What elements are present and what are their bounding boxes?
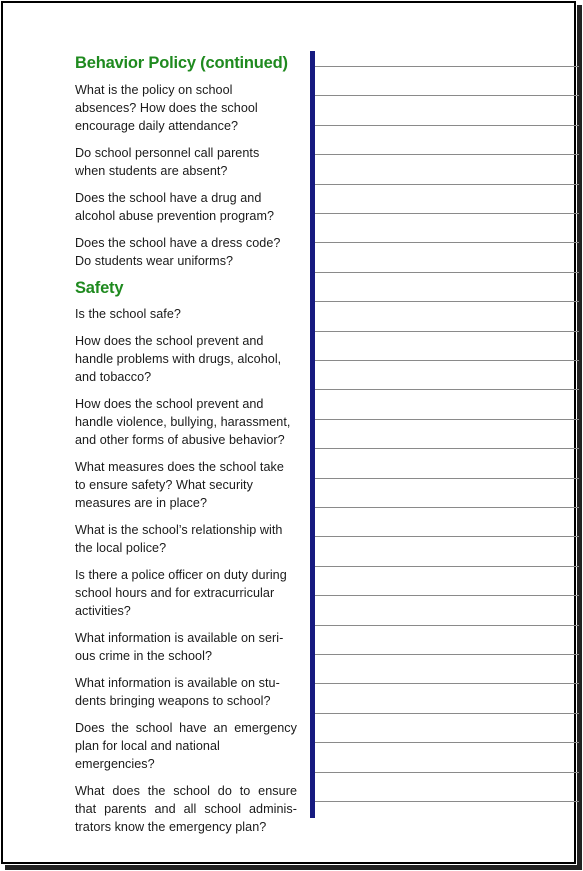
- question-drug-program: Does the school have a drug and alcohol abuse prevention program?: [75, 191, 275, 224]
- note-line: [315, 448, 579, 449]
- question-absences: What is the policy on school absences? How does the school encourage daily attendance?: [75, 83, 258, 134]
- question-emergency-plan: Does the school have an emergency plan for local and national emergencies?: [75, 720, 297, 772]
- question-know-plan: What does the school do to ensure that parents and all school adminis- trators know the emergency plan?: [75, 783, 297, 835]
- question-drugs-alcohol: How does the school prevent and handle problems with drugs, alcohol, and tobacco?: [75, 333, 282, 384]
- note-line: [315, 536, 579, 537]
- question-school-safe: Is the school safe?: [75, 306, 181, 321]
- question-violence-bullying: How does the school prevent and handle violence, bullying, harassment, and other forms of abusive behavior?: [75, 396, 291, 448]
- note-line: [315, 713, 579, 714]
- note-line: [315, 154, 579, 155]
- note-line: [315, 301, 579, 302]
- column-divider: [310, 51, 315, 818]
- note-line: [315, 595, 579, 596]
- question-call-parents: Do school personnel call parents when students are absent?: [75, 146, 260, 179]
- note-line: [315, 654, 579, 655]
- question-safety-measures: What measures does the school take to ensure safety? What security measures are in place?: [75, 459, 284, 511]
- note-line: [315, 95, 579, 96]
- page-shadow-bottom: [5, 865, 582, 870]
- note-line: [315, 360, 579, 361]
- note-line: [315, 742, 579, 743]
- note-line: [315, 66, 579, 67]
- note-line: [315, 507, 579, 508]
- section-heading-behavior: Behavior Policy (continued): [75, 54, 288, 72]
- note-line: [315, 566, 579, 567]
- note-line: [315, 683, 579, 684]
- note-line: [315, 772, 579, 773]
- note-line: [315, 625, 579, 626]
- note-line: [315, 331, 579, 332]
- note-line: [315, 478, 579, 479]
- note-line: [315, 272, 579, 273]
- question-serious-crime: What information is available on seri- ous crime in the school?: [75, 630, 284, 664]
- question-local-police: What is the school’s relationship with the local police?: [75, 522, 283, 556]
- note-line: [315, 125, 579, 126]
- question-dress-code: Does the school have a dress code? Do students wear uniforms?: [75, 235, 281, 269]
- note-line: [315, 184, 579, 185]
- note-line: [315, 389, 579, 390]
- question-police-officer: Is there a police officer on duty during school hours and for extracurricular activities?: [75, 567, 287, 619]
- note-line: [315, 801, 579, 802]
- page-shadow-right: [577, 5, 582, 870]
- questions-column: [75, 54, 297, 845]
- section-heading-safety: Safety: [75, 278, 124, 297]
- note-line: [315, 242, 579, 243]
- note-line: [315, 419, 579, 420]
- note-line: [315, 213, 579, 214]
- question-weapons: What information is available on stu- dents bringing weapons to school?: [75, 675, 280, 708]
